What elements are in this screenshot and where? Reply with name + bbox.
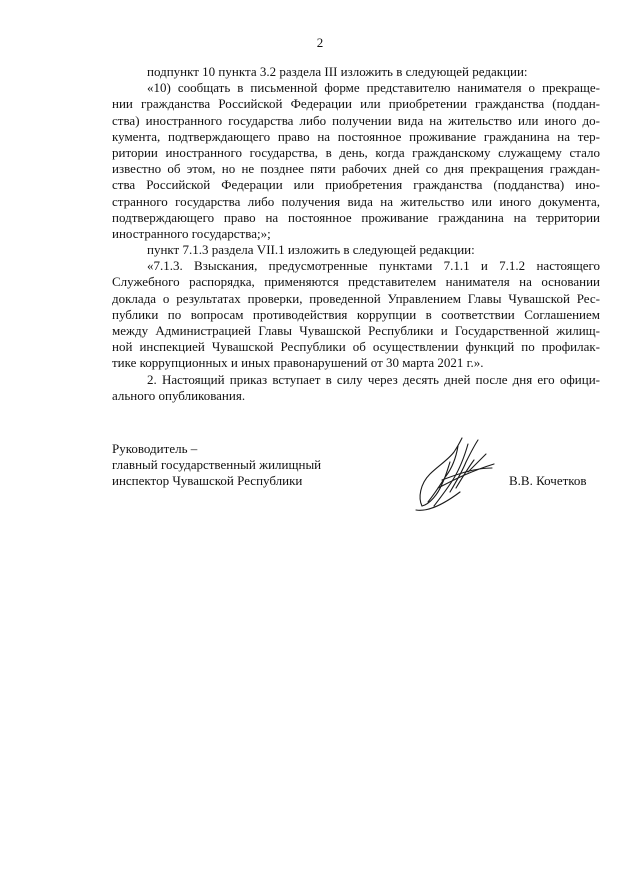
paragraph-line: публики по вопросам противодействия коррупции в соответствии Соглашением (112, 306, 600, 322)
paragraph-line: известно об этом, но не позднее пяти рабочих дней со дня прекращения граждан- (112, 161, 600, 177)
handwritten-signature (408, 432, 500, 518)
paragraph-line: ной инспекцией Чувашской Республики об осуществлении функций по профилак- (112, 339, 600, 355)
paragraph-line: «10) сообщать в письменной форме представителю нанимателя о прекраще- (147, 80, 600, 96)
paragraph-line: странного государства либо получения вида на жительство или иного документа, (112, 193, 600, 209)
paragraph-line: Служебного распорядка, применяются представителем нанимателя на основании (112, 274, 600, 290)
paragraph-line: кумента, подтверждающего право на постоянное проживание гражданина на тер- (112, 128, 600, 144)
signer-title-line: главный государственный жилищный (112, 457, 322, 473)
paragraph-line: пункт 7.1.3 раздела VII.1 изложить в следующей редакции: (147, 242, 475, 258)
paragraph-line: между Администрацией Главы Чувашской Республики и Государственной жилищ- (112, 323, 600, 338)
paragraph-line: «7.1.3. Взыскания, предусмотренные пунктами 7.1.1 и 7.1.2 настоящего (147, 258, 600, 274)
paragraph-line: иностранного государства;»; (112, 225, 271, 241)
paragraph-line: тике коррупционных и иных правонарушений от 30 марта 2021 г.». (112, 355, 484, 371)
document-body (112, 64, 600, 404)
page-number: 2 (316, 35, 324, 50)
signer-name: В.В. Кочетков (509, 473, 587, 488)
paragraph-line: ритории иностранного государства, в день, когда гражданскому служащему стало (112, 144, 600, 160)
paragraph-line: ства) иностранного государства либо получении вида на жительство или иного до- (112, 112, 600, 128)
signer-title (112, 441, 321, 490)
paragraph-line: подпункт 10 пункта 3.2 раздела III изложить в следующей редакции: (147, 64, 528, 79)
paragraph-line: 2. Настоящий приказ вступает в силу через десять дней после дня его офици- (147, 371, 600, 387)
signer-title-line: Руководитель – (112, 441, 198, 456)
signer-title-line: инспектор Чувашской Республики (112, 473, 303, 489)
paragraph-line: нии гражданства Российской Федерации или приобретении гражданства (поддан- (112, 96, 600, 112)
paragraph-line: ства Российской Федерации или приобретения гражданства (подданства) ино- (112, 177, 600, 193)
paragraph-line: доклада о результатах проверки, проведенной Управлением Главы Чувашской Рес- (112, 290, 600, 306)
paragraph-line: подтверждающего право на постоянное проживание гражданина на территории (112, 209, 600, 225)
paragraph-line: ального опубликования. (112, 387, 246, 403)
